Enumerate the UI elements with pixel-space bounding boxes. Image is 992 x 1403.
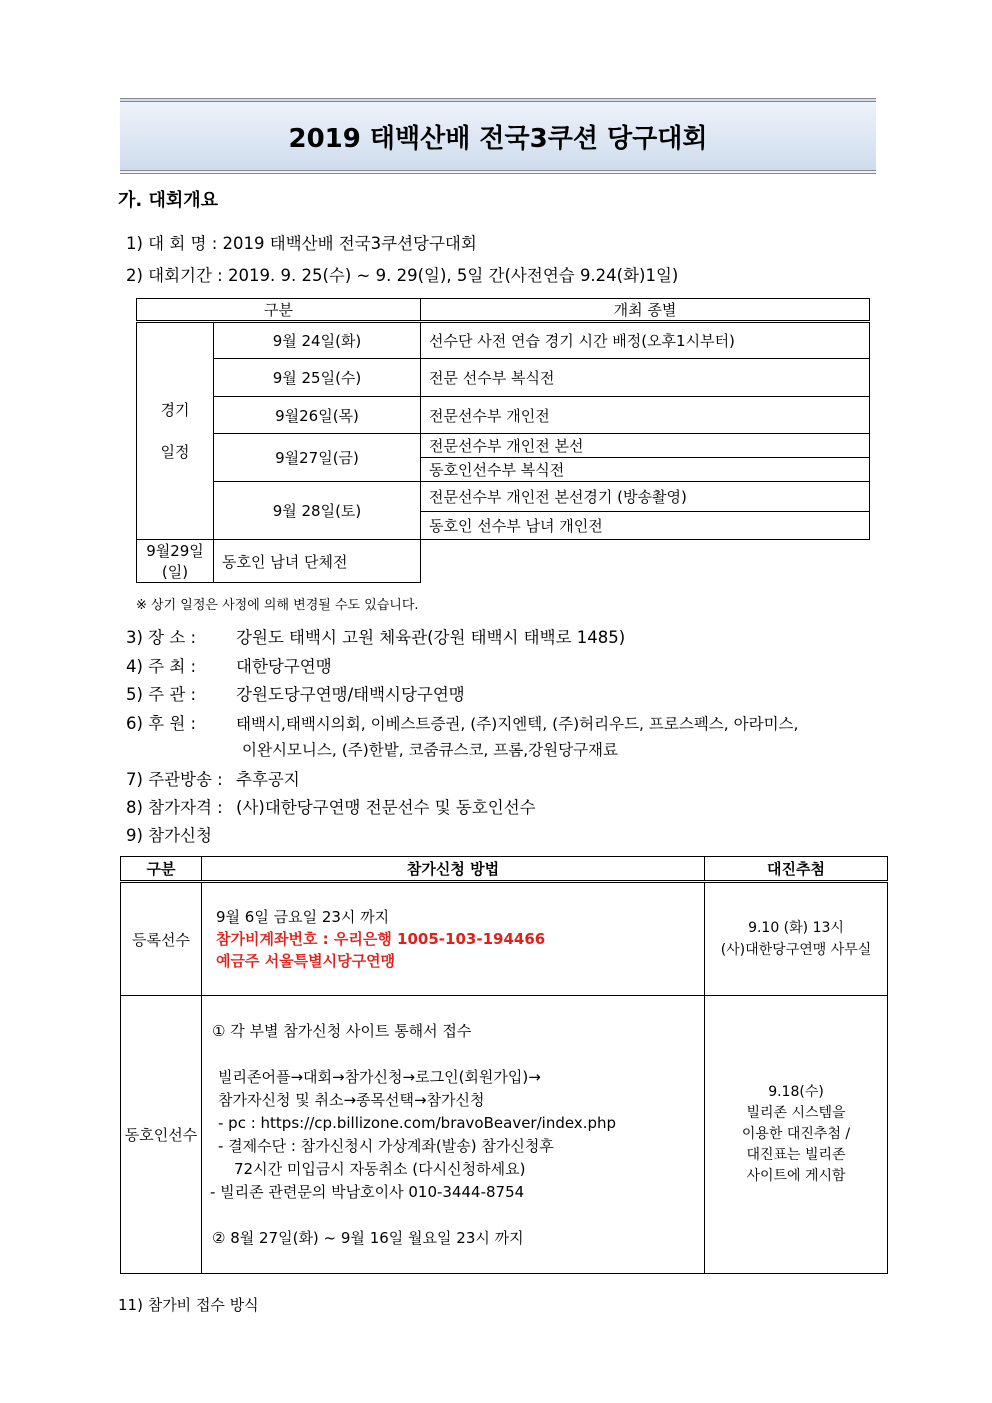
- item-host: 4) 주 최 : 대한당구연맹: [126, 657, 332, 676]
- table-row: [137, 434, 870, 458]
- header-cell: 개최 종별: [421, 299, 870, 322]
- header-cell: 대진추첨: [705, 857, 888, 882]
- page-title: 2019 태백산배 전국3쿠션 당구대회: [288, 123, 708, 154]
- draw-cell: 9.10 (화) 13시 (사)대한당구연맹 사무실: [705, 882, 888, 996]
- schedule-table: [136, 298, 870, 583]
- event-cell: 전문선수부 개인전: [421, 397, 870, 434]
- group-label: 경기 일정: [137, 322, 214, 540]
- item-period: 2) 대회기간 : 2019. 9. 25(수) ~ 9. 29(일), 5일 간(사전연습 9.24(화)1일): [126, 266, 679, 285]
- item-application: 9) 참가신청: [126, 826, 212, 845]
- date-cell: 9월 24일(화): [214, 322, 421, 359]
- item-organizer: 5) 주 관 : 강원도당구연맹/태백시당구연맹: [126, 685, 465, 704]
- date-cell: 9월 28일(토): [214, 482, 421, 540]
- row-label: 등록선수: [121, 882, 202, 996]
- item-venue: 3) 장 소 : 강원도 태백시 고원 체육관(강원 태백시 태백로 1485): [126, 628, 626, 647]
- event-cell: 전문선수부 개인전 본선: [421, 434, 870, 458]
- header-cell: 참가신청 방법: [202, 857, 705, 882]
- item-sponsor: 6) 후 원 : 태백시,태백시의회, 이베스트증권, (주)지엔텍, (주)허리우드, 프로스펙스, 아라미스,: [126, 714, 799, 733]
- event-cell: 동호인선수부 복식전: [421, 458, 870, 482]
- event-cell: 동호인 선수부 남녀 개인전: [421, 512, 870, 540]
- table-row: [137, 359, 870, 397]
- row-label: 동호인선수: [121, 996, 202, 1274]
- method-cell: 9월 6일 금요일 23시 까지 참가비계좌번호 : 우리은행 1005-103-194466 예금주 서울특별시당구연맹: [202, 882, 705, 996]
- table-header-row: [137, 299, 870, 322]
- table-header-row: [121, 857, 888, 882]
- item-fee-method: 11) 참가비 접수 방식: [118, 1296, 259, 1314]
- application-table: [120, 856, 888, 1274]
- item-broadcast: 7) 주관방송 : 추후공지: [126, 770, 300, 789]
- date-cell: 9월29일(일): [137, 540, 214, 583]
- section-heading: 가. 대회개요: [118, 190, 219, 211]
- date-cell: 9월26일(목): [214, 397, 421, 434]
- title-banner: [120, 98, 876, 174]
- event-cell: 동호인 남녀 단체전: [214, 540, 421, 583]
- schedule-note: ※ 상기 일정은 사정에 의해 변경될 수도 있습니다.: [136, 598, 419, 613]
- table-row: [121, 996, 888, 1274]
- event-cell: 전문선수부 개인전 본선경기 (방송촬영): [421, 482, 870, 512]
- draw-cell: 9.18(수) 빌리존 시스템을 이용한 대진추첨 / 대진표는 빌리존 사이트에 게시함: [705, 996, 888, 1274]
- table-row: [137, 482, 870, 512]
- table-row: [121, 882, 888, 996]
- date-cell: 9월 25일(수): [214, 359, 421, 397]
- date-cell: 9월27일(금): [214, 434, 421, 482]
- table-row: [137, 540, 870, 583]
- header-cell: 구분: [121, 857, 202, 882]
- header-cell: 구분: [137, 299, 421, 322]
- item-name: 1) 대 회 명 : 2019 태백산배 전국3쿠션당구대회: [126, 234, 477, 253]
- table-row: [137, 322, 870, 359]
- method-cell: ① 각 부별 참가신청 사이트 통해서 접수 빌리존어플→대회→참가신청→로그인(회원가입)→ 참가자신청 및 취소→종목선택→참가신청 - pc : https://cp.billizone.com/bravoBeaver/index.php - 결제수단 : 참가신청시 가상계좌(발송) 참가신청후 72시간 미입금시 자동취소 (다시신청하세요) - 빌리존 관련문의 박남호이사 010-3444-8754 ② 8월 27일(화) ~ 9월 16일 월요일 23시 까지: [202, 996, 705, 1274]
- event-cell: 선수단 사전 연습 경기 시간 배정(오후1시부터): [421, 322, 870, 359]
- item-sponsor-cont: 이완시모니스, (주)한밭, 코줌큐스코, 프롬,강원당구재료: [242, 741, 618, 759]
- item-eligibility: 8) 참가자격 : (사)대한당구연맹 전문선수 및 동호인선수: [126, 798, 536, 817]
- event-cell: 전문 선수부 복식전: [421, 359, 870, 397]
- table-row: [137, 397, 870, 434]
